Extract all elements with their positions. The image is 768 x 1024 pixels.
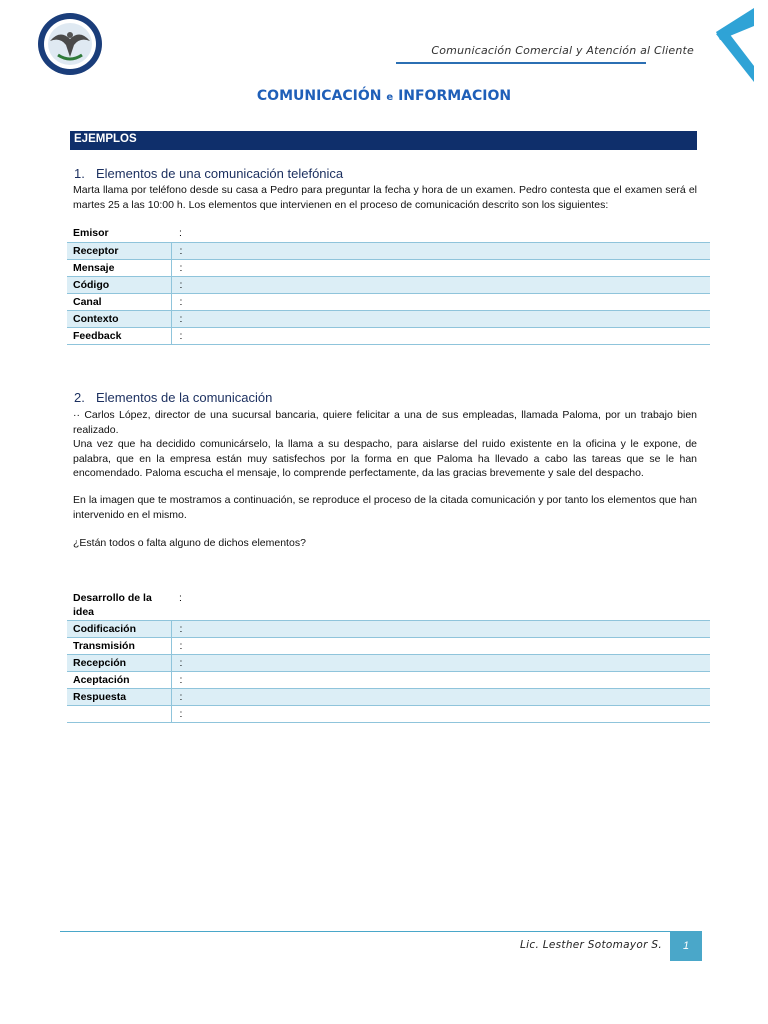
- table-row: [67, 242, 710, 259]
- field-colon: :: [171, 293, 199, 310]
- section1-fields-table: [67, 225, 710, 345]
- table-row: [67, 293, 710, 310]
- field-colon: :: [171, 327, 199, 344]
- field-value[interactable]: [199, 327, 710, 344]
- table-row: [67, 672, 710, 689]
- section2-heading-text: Elementos de la comunicación: [96, 390, 273, 405]
- field-colon: :: [179, 592, 182, 604]
- field-label: Codificación: [73, 623, 137, 635]
- table-row: [67, 276, 710, 293]
- field-colon: :: [171, 310, 199, 327]
- field-value[interactable]: [199, 310, 710, 327]
- field-label: Receptor: [73, 244, 119, 257]
- field-value[interactable]: [199, 706, 710, 723]
- field-label: [67, 706, 171, 723]
- section1-heading-text: Elementos de una comunicación telefónica: [96, 166, 344, 181]
- field-label: Canal: [73, 295, 102, 308]
- section2-heading: [74, 390, 272, 405]
- field-colon: :: [171, 672, 199, 689]
- field-value[interactable]: [199, 293, 710, 310]
- section1-heading: [74, 166, 343, 181]
- field-colon: :: [171, 689, 199, 706]
- field-label: Feedback: [73, 329, 122, 342]
- section2-paragraph-3: En la imagen que te mostramos a continuación, se reproduce el proceso de la citada comunicación y por tanto los elementos que han intervenido en el mismo.: [73, 494, 697, 521]
- field-value[interactable]: [199, 638, 710, 655]
- section1-number: 1.: [74, 166, 85, 181]
- table-row: [67, 590, 710, 621]
- section2-number: 2.: [74, 390, 85, 405]
- field-value[interactable]: [199, 276, 710, 293]
- table-row: [67, 689, 710, 706]
- field-label: Mensaje: [73, 261, 115, 274]
- table-row: [67, 638, 710, 655]
- field-colon: :: [171, 276, 199, 293]
- footer-rule: [60, 931, 702, 932]
- field-label: Desarrollo de la idea: [73, 592, 152, 618]
- title-connector: e: [386, 92, 394, 103]
- footer-author: Lic. Lesther Sotomayor S.: [520, 939, 662, 951]
- section2-fields-table: [67, 590, 710, 723]
- table-row: [67, 655, 710, 672]
- section2-question: ¿Están todos o falta alguno de dichos elementos?: [73, 537, 306, 549]
- field-label: Aceptación: [73, 674, 130, 686]
- field-colon: :: [179, 227, 182, 240]
- field-label: Emisor: [73, 227, 109, 240]
- header-subtitle: Comunicación Comercial y Atención al Cliente: [431, 44, 694, 57]
- table-row: [67, 259, 710, 276]
- header-underline: [396, 62, 646, 64]
- field-value[interactable]: [199, 655, 710, 672]
- corner-decoration: [714, 8, 754, 82]
- field-colon: :: [171, 621, 199, 638]
- field-colon: :: [171, 242, 199, 259]
- field-value[interactable]: [199, 259, 710, 276]
- table-row: [67, 310, 710, 327]
- field-colon: :: [171, 655, 199, 672]
- field-value[interactable]: [199, 672, 710, 689]
- table-row: [67, 621, 710, 638]
- title-rest: INFORMACION: [398, 88, 512, 104]
- table-row: [67, 327, 710, 344]
- table-row: [67, 225, 710, 242]
- field-colon: :: [171, 638, 199, 655]
- section2-paragraph-2: Una vez que ha decidido comunicárselo, la llama a su despacho, para aislarse del ruido existente en la oficina y le expone, de palabra, que en la empresa están muy satisfechos por la forma en que Paloma ha llevado a cabo las tareas que se le han encomendado. Paloma escucha el mensaje, lo comprende perfectamente, da las gracias brevemente y sale del despacho.: [73, 438, 697, 479]
- section1-paragraph: Marta llama por teléfono desde su casa a Pedro para preguntar la fecha y hora de un examen. Pedro contesta que el examen será el martes 25 a las 10:00 h. Los elementos que intervienen en el proceso de comunicación descrito son los siguientes:: [73, 184, 697, 211]
- field-label: Código: [73, 278, 110, 291]
- title-main: COMUNICACIÓN: [256, 88, 382, 104]
- institution-seal-logo: [36, 11, 104, 77]
- field-colon: :: [171, 259, 199, 276]
- field-value[interactable]: [199, 689, 710, 706]
- field-label: Respuesta: [73, 691, 127, 703]
- field-label: Contexto: [73, 312, 119, 325]
- field-label: Transmisión: [73, 640, 135, 652]
- field-colon: :: [171, 706, 199, 723]
- page-title: [0, 88, 768, 104]
- page-number-badge: 1: [670, 931, 702, 961]
- section2-paragraph-1: ·· Carlos López, director de una sucursal bancaria, quiere felicitar a una de sus empleadas, llamada Paloma, por un trabajo bien realizado.: [73, 409, 697, 436]
- field-label: Recepción: [73, 657, 127, 669]
- field-value[interactable]: [199, 242, 710, 259]
- field-value[interactable]: [199, 225, 710, 242]
- table-row: [67, 706, 710, 723]
- field-value[interactable]: [199, 590, 710, 621]
- section-bar-ejemplos: EJEMPLOS: [70, 131, 697, 150]
- field-value[interactable]: [199, 621, 710, 638]
